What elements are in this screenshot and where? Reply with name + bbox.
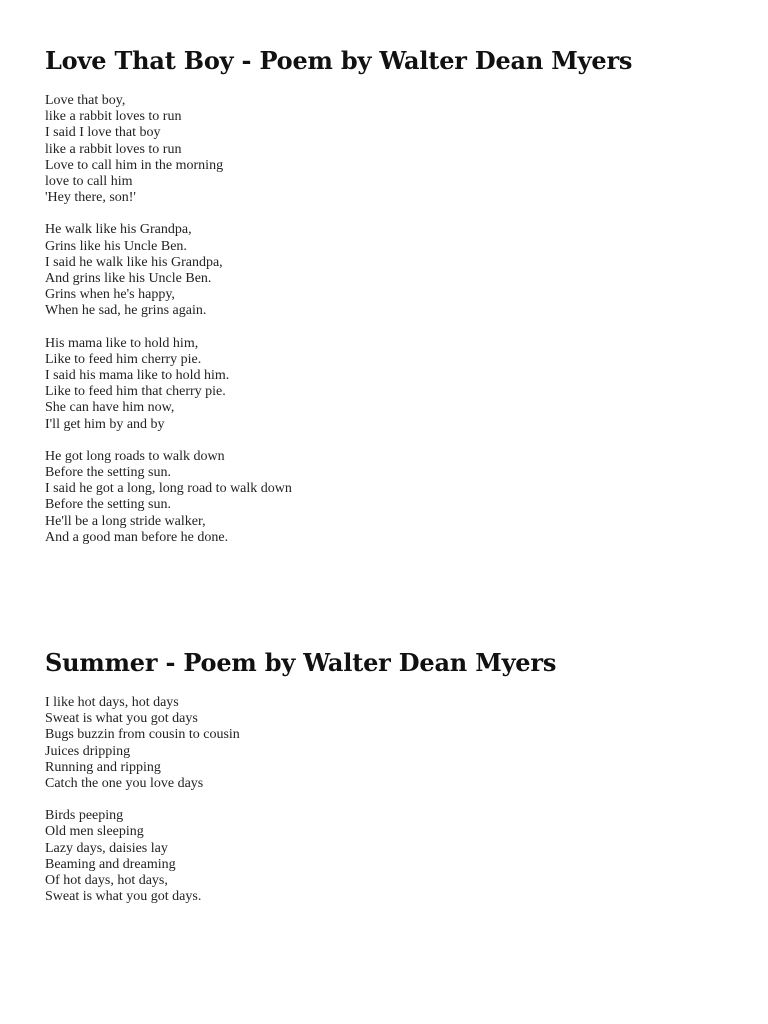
poem-title: Summer - Poem by Walter Dean Myers — [45, 648, 557, 677]
stanza — [45, 695, 745, 792]
poem-line: Like to feed him that cherry pie. — [45, 384, 226, 400]
poem-line: like a rabbit loves to run — [45, 141, 182, 157]
poem-summer — [45, 644, 745, 921]
poem-line: Before the setting sun. — [45, 465, 171, 481]
poem-line: I said he walk like his Grandpa, — [45, 254, 223, 270]
poem-love-that-boy — [45, 42, 745, 562]
poem-line: Sweat is what you got days — [45, 711, 198, 727]
poem-line: Love that boy, — [45, 93, 126, 108]
poem-line: I said I love that boy — [45, 125, 161, 141]
poem-line: I said he got a long, long road to walk down — [45, 481, 292, 497]
poem-line: love to call him — [45, 174, 133, 190]
poem-line: He'll be a long stride walker, — [45, 513, 206, 529]
poem-line: Before the setting sun. — [45, 497, 171, 513]
poem-line: Juices dripping — [45, 743, 131, 759]
poem-line: Beaming and dreaming — [45, 856, 176, 872]
poem-line: Grins like his Uncle Ben. — [45, 238, 187, 254]
poem-line: Birds peeping — [45, 808, 124, 824]
poem-line: I said his mama like to hold him. — [45, 368, 230, 384]
poem-line: 'Hey there, son!' — [45, 190, 136, 206]
poem-line: And a good man before he done. — [45, 529, 229, 545]
poem-line: He walk like his Grandpa, — [45, 222, 192, 238]
stanza — [45, 808, 745, 905]
poem-line: Lazy days, daisies lay — [45, 840, 168, 856]
poem-line: Of hot days, hot days, — [45, 873, 168, 889]
poem-line: I like hot days, hot days — [45, 695, 179, 710]
poem-line: I'll get him by and by — [45, 416, 165, 432]
stanza — [45, 222, 745, 319]
poem-line: He got long roads to walk down — [45, 448, 225, 464]
poem-line: When he sad, he grins again. — [45, 303, 207, 319]
poem-line: Like to feed him cherry pie. — [45, 351, 202, 367]
stanza — [45, 336, 745, 433]
poem-line: Sweat is what you got days. — [45, 889, 202, 905]
poem-line: Running and ripping — [45, 759, 161, 775]
poem-line: Old men sleeping — [45, 824, 144, 840]
poem-line: Grins when he's happy, — [45, 287, 175, 303]
stanza — [45, 93, 745, 206]
poem-line: And grins like his Uncle Ben. — [45, 271, 212, 287]
poem-title: Love That Boy - Poem by Walter Dean Myers — [45, 46, 633, 75]
poem-line: She can have him now, — [45, 400, 175, 416]
poem-line: like a rabbit loves to run — [45, 109, 182, 125]
poem-line: Love to call him in the morning — [45, 157, 224, 173]
stanza — [45, 449, 745, 546]
poem-line: His mama like to hold him, — [45, 335, 199, 351]
poem-line: Bugs buzzin from cousin to cousin — [45, 727, 240, 743]
poem-line: Catch the one you love days — [45, 776, 204, 792]
